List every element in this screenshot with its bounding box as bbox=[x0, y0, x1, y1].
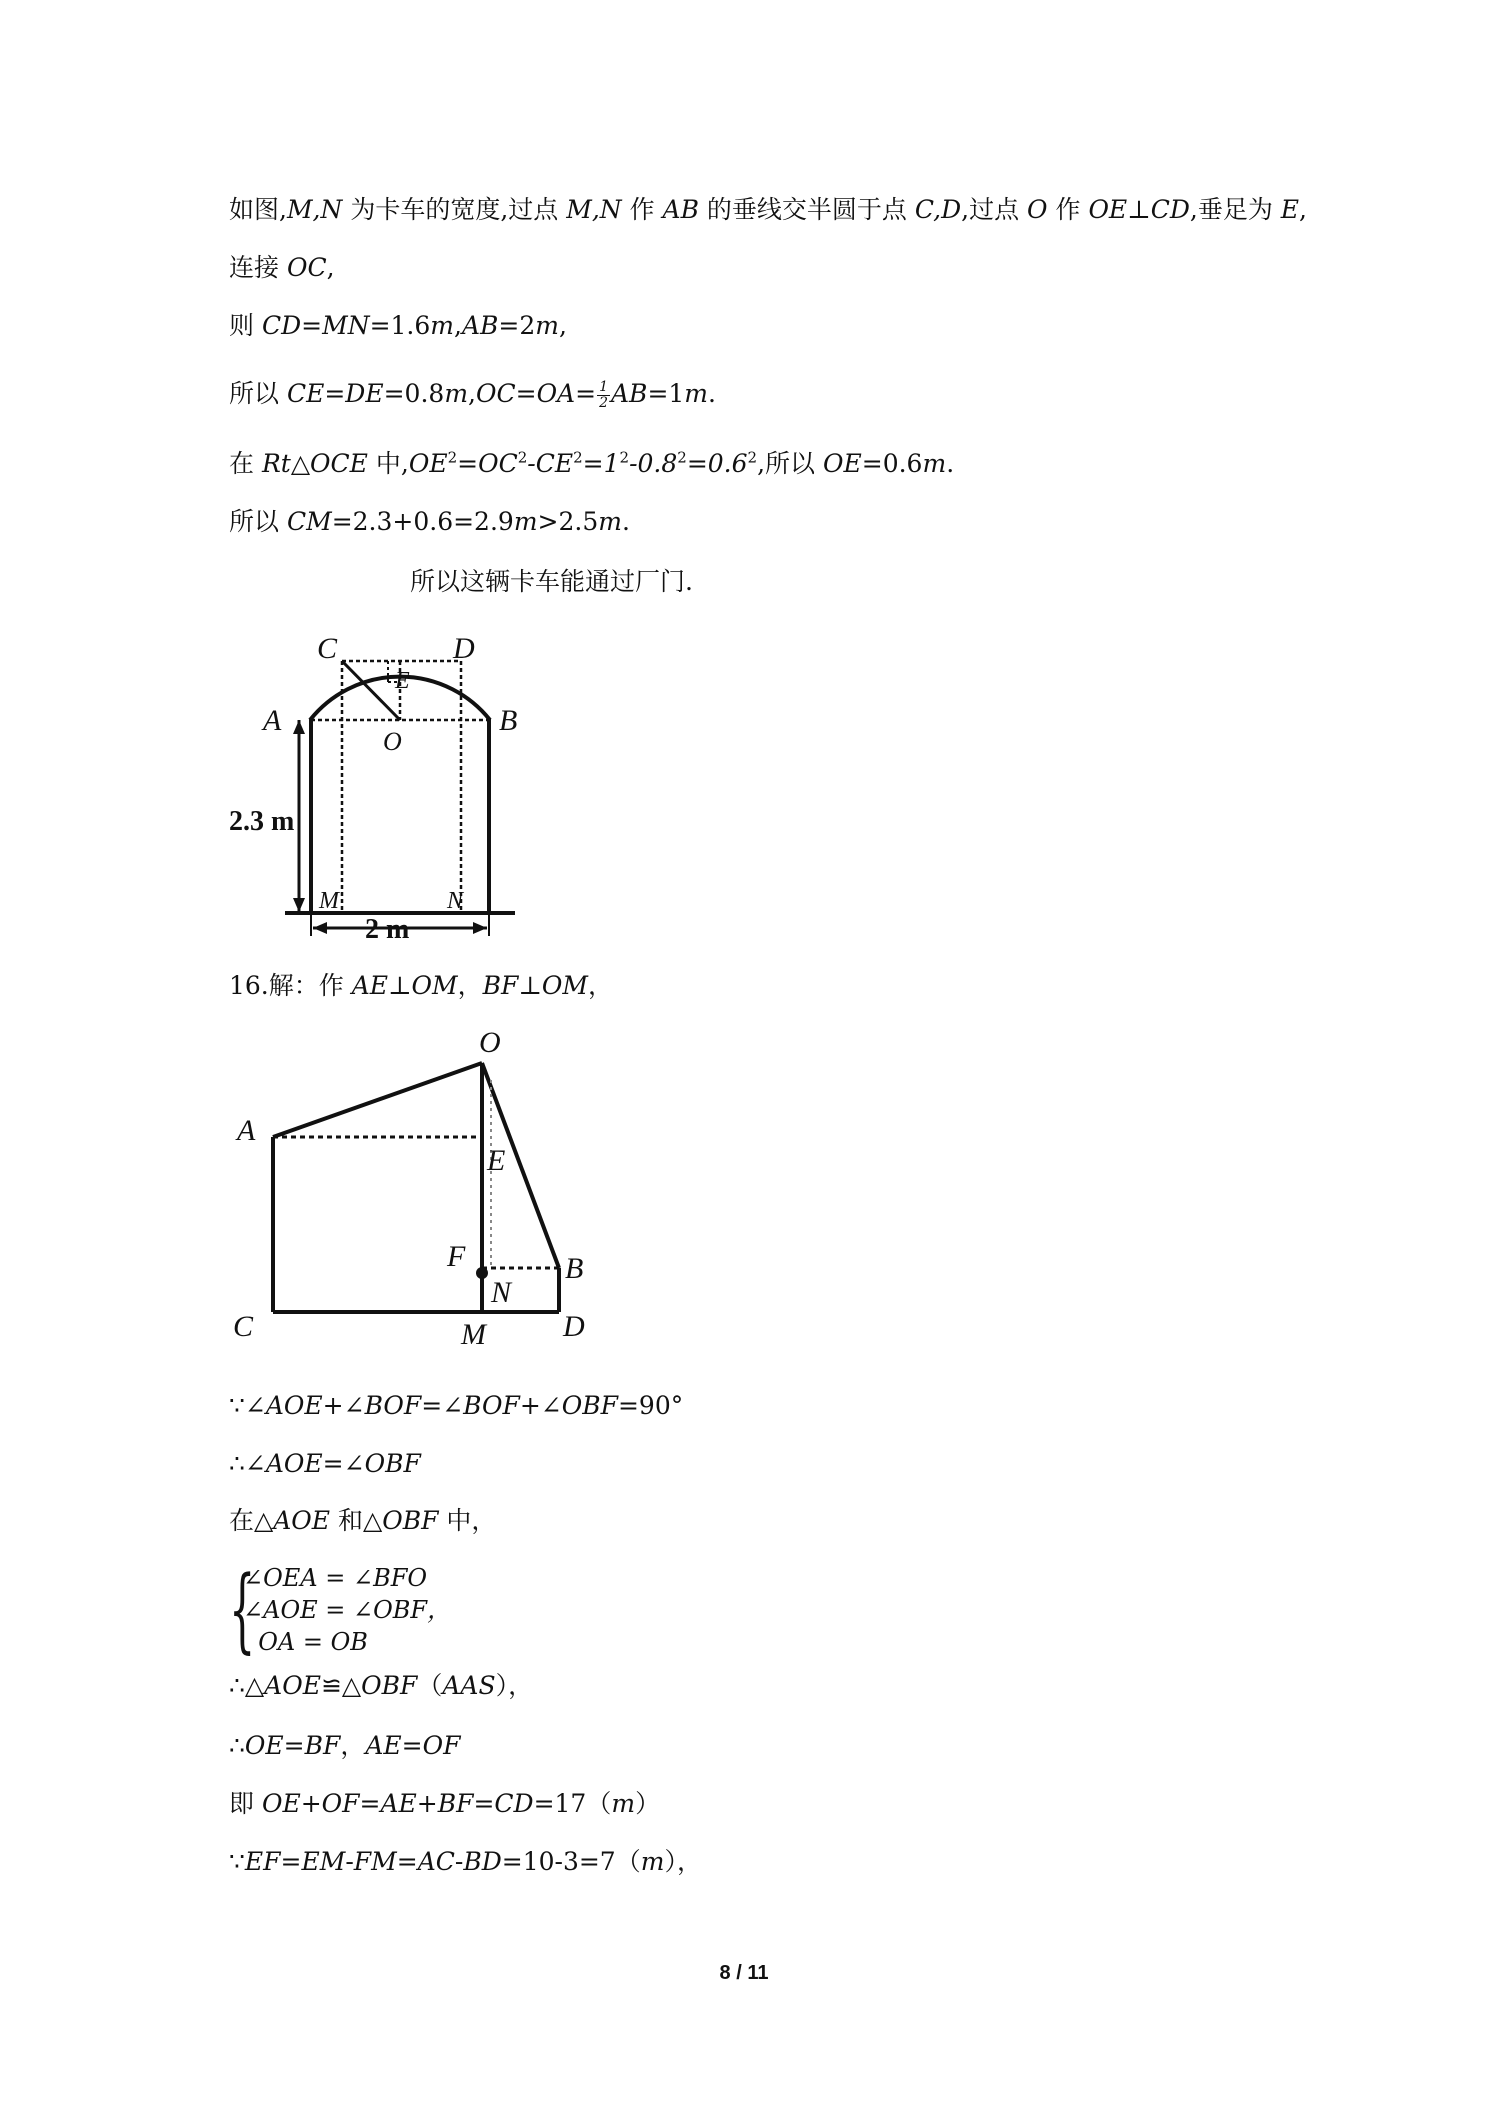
label-m: M bbox=[461, 1318, 486, 1350]
equation-system bbox=[229, 1556, 452, 1663]
label-n: N bbox=[491, 1276, 512, 1309]
label-n: N bbox=[447, 888, 464, 914]
label-d: D bbox=[563, 1310, 585, 1343]
label-a: A bbox=[237, 1114, 256, 1147]
proof-line-6: 即 OE+OF=AE+BF=CD=17（m） bbox=[229, 1789, 661, 1818]
label-height: 2.3 m bbox=[229, 806, 295, 837]
label-a: A bbox=[263, 704, 282, 737]
proof-line-7: ∵EF=EM-FM=AC-BD=10-3=7（m）， bbox=[229, 1847, 702, 1876]
fraction-one-half: $\frac{1}{2}$ bbox=[599, 379, 608, 411]
label-b: B bbox=[499, 704, 518, 737]
page-number: 8 / 11 bbox=[719, 1962, 769, 1984]
system-row-2: ∠AOE = ∠OBF， bbox=[243, 1596, 452, 1624]
segment-oc bbox=[342, 661, 400, 720]
segment-ao bbox=[273, 1063, 482, 1137]
text-line-6: 所以 CM=2.3+0.6=2.9m>2.5m. bbox=[229, 507, 630, 536]
label-m: M bbox=[319, 888, 339, 914]
label-c: C bbox=[233, 1310, 254, 1343]
system-row-1: ∠OEA = ∠BFO bbox=[243, 1564, 428, 1592]
label-f: F bbox=[447, 1240, 466, 1273]
text-line-3: 则 CD=MN=1.6m,AB=2m, bbox=[229, 311, 567, 340]
proof-line-2: ∴∠AOE=∠OBF bbox=[229, 1449, 421, 1478]
label-d: D bbox=[453, 632, 475, 665]
label-b: B bbox=[565, 1252, 584, 1285]
proof-line-1: ∵∠AOE+∠BOF=∠BOF+∠OBF=90° bbox=[229, 1391, 684, 1420]
quadrilateral-figure bbox=[225, 1020, 605, 1350]
proof-line-4: ∴△AOE≌△OBF（AAS）， bbox=[229, 1671, 534, 1700]
label-e: E bbox=[487, 1144, 506, 1177]
gate-figure bbox=[225, 630, 525, 950]
label-o: O bbox=[479, 1026, 501, 1059]
point-n bbox=[476, 1267, 488, 1279]
solution-16-heading: 16.解：作 AE⊥OM，BF⊥OM， bbox=[229, 971, 613, 1000]
proof-line-3: 在△AOE 和△OBF 中， bbox=[229, 1506, 497, 1535]
text-line-1: 如图,M,N 为卡车的宽度,过点 M,N 作 AB 的垂线交半圆于点 C,D,过点 O 作 OE⊥CD,垂足为 E, bbox=[229, 195, 1307, 224]
label-o: O bbox=[383, 727, 402, 756]
system-row-3: OA = OB bbox=[243, 1628, 368, 1656]
label-e: E bbox=[395, 668, 410, 694]
left-brace: { bbox=[229, 1556, 256, 1663]
text-line-4: 所以 CE=DE=0.8m,OC=OA= $\frac{1}{2}$ AB=1m. bbox=[229, 379, 716, 411]
text-line-5: 在 Rt△OCE 中$,OE^2=OC^2-CE^2=1^2-0.8^2=0.6^2$,所以 OE=0.6m. bbox=[229, 448, 955, 478]
proof-line-5: ∴OE=BF，AE=OF bbox=[229, 1731, 461, 1760]
label-width: 2 m bbox=[365, 914, 410, 945]
text-line-2: 连接 OC, bbox=[229, 253, 335, 282]
conclusion-line: 所以这辆卡车能通过厂门. bbox=[410, 567, 693, 596]
label-c: C bbox=[317, 632, 338, 665]
